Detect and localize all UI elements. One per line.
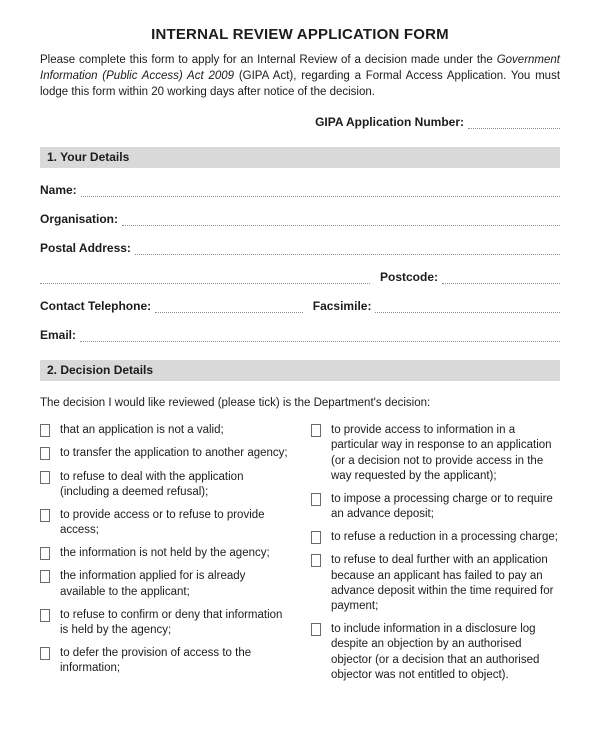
checkbox[interactable] xyxy=(311,531,321,544)
checkbox[interactable] xyxy=(40,547,50,560)
contact-telephone-label: Contact Telephone: xyxy=(40,299,152,314)
postal-address-label: Postal Address: xyxy=(40,241,131,256)
checkbox-label: to include information in a disclosure log despite an objection by an authorised objector (or a decision that an authorised objector was not entitled to object). xyxy=(331,623,540,681)
organisation-field[interactable] xyxy=(122,213,560,226)
decision-item xyxy=(311,622,560,683)
checkbox-label: to impose a processing charge or to require an advance deposit; xyxy=(331,492,553,521)
form-title: INTERNAL REVIEW APPLICATION FORM xyxy=(151,26,449,43)
checkbox-label: that an application is not a valid; xyxy=(60,424,224,437)
section-heading-decision-details: 2. Decision Details xyxy=(40,360,560,381)
decision-item xyxy=(40,646,289,676)
gipa-number-row xyxy=(40,115,560,129)
checkbox-label: to provide access or to refuse to provide access; xyxy=(60,508,265,537)
decision-item xyxy=(40,569,289,599)
postcode-label: Postcode: xyxy=(379,270,438,285)
checkbox[interactable] xyxy=(40,424,50,437)
postcode-field[interactable] xyxy=(442,271,560,284)
decision-item xyxy=(311,553,560,614)
intro-act-name: Government Information (Public Access) Act 2009 xyxy=(40,54,560,83)
postal-address-field[interactable] xyxy=(135,242,560,255)
checkbox-label: to refuse to deal with the application (including a deemed refusal); xyxy=(60,470,244,498)
checkbox[interactable] xyxy=(311,623,321,636)
checkbox-label: to refuse to confirm or deny that information is held by the agency; xyxy=(60,608,283,636)
checkbox-label: to provide access to information in a particular way in response to an application (or a decision not to provide access in the way requested by the applicant); xyxy=(331,424,552,482)
postal-address-field-line2[interactable] xyxy=(40,271,370,284)
decision-left-column xyxy=(40,423,289,691)
telephone-facsimile-row xyxy=(40,299,560,313)
checkbox[interactable] xyxy=(40,609,50,622)
organisation-row xyxy=(40,212,560,226)
intro-paragraph xyxy=(40,52,560,100)
decision-item xyxy=(311,492,560,522)
checkbox-label: to refuse a reduction in a processing charge; xyxy=(331,531,558,544)
facsimile-field[interactable] xyxy=(375,300,560,313)
postcode-row xyxy=(40,270,560,284)
checkbox[interactable] xyxy=(40,570,50,583)
name-label: Name: xyxy=(40,183,77,198)
decision-item xyxy=(40,546,289,561)
contact-telephone-field[interactable] xyxy=(155,300,303,313)
decision-item xyxy=(311,423,560,484)
gipa-number-field[interactable] xyxy=(468,116,560,129)
checkbox-label: to transfer the application to another agency; xyxy=(60,447,288,460)
checkbox[interactable] xyxy=(40,509,50,522)
gipa-number-label: GIPA Application Number: xyxy=(315,115,464,130)
decision-item xyxy=(40,508,289,538)
decision-item xyxy=(311,530,560,545)
decision-item xyxy=(40,470,289,500)
intro-rest: (GIPA Act), regarding a Formal Access Application. You must lodge this form within 20 working days after notice of the decision. xyxy=(40,70,561,99)
organisation-label: Organisation: xyxy=(40,212,119,227)
name-field[interactable] xyxy=(81,184,560,197)
section-heading-your-details: 1. Your Details xyxy=(40,147,560,168)
checkbox[interactable] xyxy=(311,424,321,437)
checkbox[interactable] xyxy=(40,447,50,460)
email-row xyxy=(40,328,560,342)
email-label: Email: xyxy=(40,328,77,343)
decision-checkbox-columns xyxy=(40,423,560,691)
checkbox-label: the information applied for is already available to the applicant; xyxy=(60,570,246,598)
checkbox-label: to refuse to deal further with an application because an applicant has failed to pay an advance deposit within the time required for payment; xyxy=(331,554,554,612)
decision-instruction: The decision I would like reviewed (please tick) is the Department's decision: xyxy=(40,397,431,410)
checkbox-label: to defer the provision of access to the information; xyxy=(60,647,252,675)
decision-item xyxy=(40,446,289,461)
checkbox[interactable] xyxy=(311,493,321,506)
email-field[interactable] xyxy=(80,329,560,342)
postal-address-row xyxy=(40,241,560,255)
decision-item xyxy=(40,423,289,438)
facsimile-label: Facsimile: xyxy=(312,299,372,314)
decision-item xyxy=(40,608,289,638)
checkbox[interactable] xyxy=(40,471,50,484)
intro-lead: Please complete this form to apply for an Internal Review of a decision made under the xyxy=(40,54,497,66)
name-row xyxy=(40,183,560,197)
checkbox[interactable] xyxy=(311,554,321,567)
decision-right-column xyxy=(311,423,560,691)
checkbox[interactable] xyxy=(40,647,50,660)
checkbox-label: the information is not held by the agency; xyxy=(60,547,270,560)
